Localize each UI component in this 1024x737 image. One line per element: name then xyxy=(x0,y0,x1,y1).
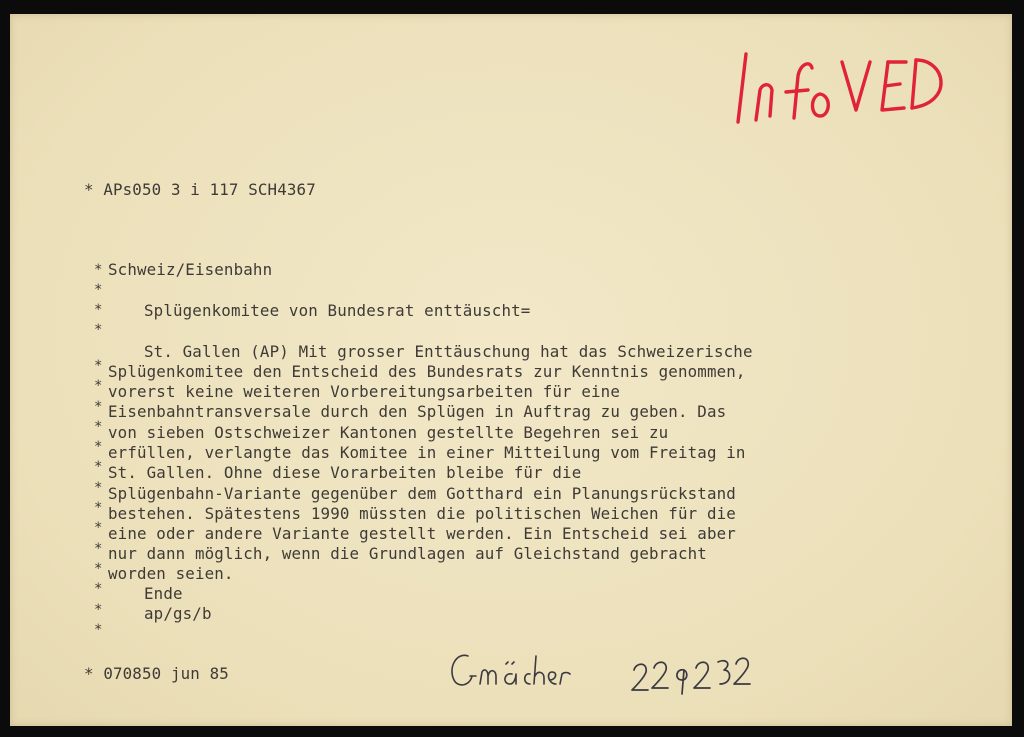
body-line-12: worden seien. xyxy=(108,564,234,583)
category-line: Schweiz/Eisenbahn xyxy=(108,260,273,279)
footer-timestamp: * 070850 jun 85 xyxy=(84,664,229,683)
info-ved-handwritten-note xyxy=(732,50,952,140)
handwritten-name-signature xyxy=(446,646,576,694)
body-line-6: erfüllen, verlangte das Komitee in einer Mitteilung vom Freitag in xyxy=(108,443,746,462)
body-line-11: nur dann möglich, wenn die Grundlagen auf Gleichstand gebracht xyxy=(108,544,707,563)
body-line-2: Splügenkomitee den Entscheid des Bundesrats zur Kenntnis genommen, xyxy=(108,362,746,381)
body-line-4: Eisenbahntransversale durch den Splügen in Auftrag zu geben. Das xyxy=(108,402,727,421)
line-marker: * xyxy=(94,282,103,298)
telex-sheet xyxy=(10,14,1012,726)
body-line-3: vorerst keine weiteren Vorbereitungsarbeiten für eine xyxy=(108,382,621,401)
telex-header-code: * APs050 3 i 117 SCH4367 xyxy=(84,180,316,199)
handwritten-number xyxy=(620,654,760,698)
body-line-9: bestehen. Spätestens 1990 müssten die politischen Weichen für die xyxy=(108,504,736,523)
line-marker: * xyxy=(94,322,103,338)
sign-code: ap/gs/b xyxy=(144,604,212,623)
headline: Splügenkomitee von Bundesrat enttäuscht= xyxy=(144,301,531,320)
body-line-7: St. Gallen. Ohne diese Vorarbeiten bleibe für die xyxy=(108,463,582,482)
body-line-10: eine oder andere Variante gestellt werden. Ein Entscheid sei aber xyxy=(108,524,736,543)
body-line-5: von sieben Ostschweizer Kantonen gestellte Begehren sei zu xyxy=(108,423,669,442)
body-line-1: St. Gallen (AP) Mit grosser Enttäuschung hat das Schweizerische xyxy=(144,342,753,361)
body-line-8: Splügenbahn-Variante gegenüber dem Gotthard ein Planungsrückstand xyxy=(108,484,736,503)
line-marker: * xyxy=(94,302,103,318)
end-marker: Ende xyxy=(144,584,183,603)
line-marker: * xyxy=(94,262,103,278)
body-line-markers: * * * * * * * * * * * * * * xyxy=(94,358,103,638)
